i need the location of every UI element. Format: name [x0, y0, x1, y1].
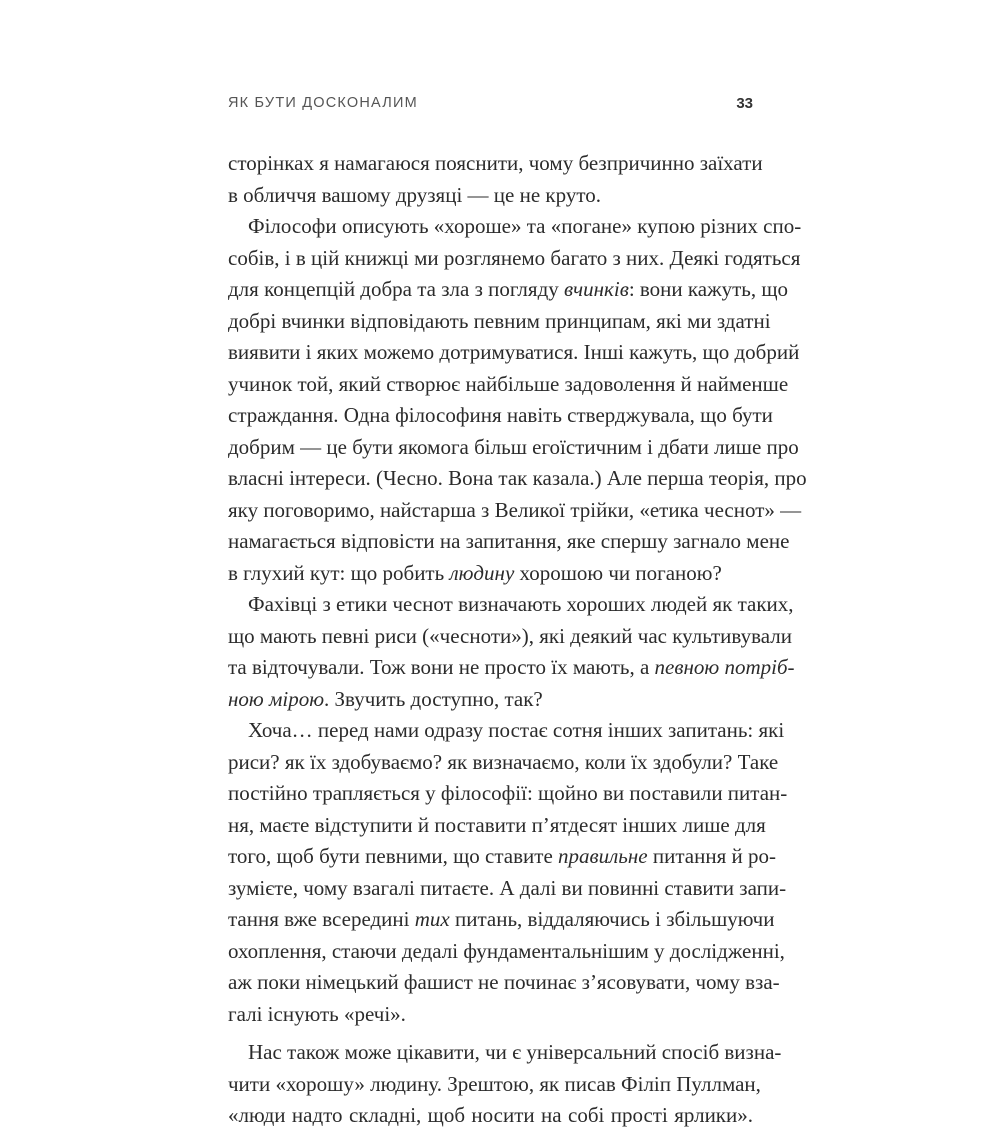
- text-line: власні інтереси. (Чесно. Вона так казала.) Але перша теорія, про: [228, 466, 807, 490]
- text-line: добрі вчинки відповідають певним принципам, які ми здатні: [228, 308, 771, 333]
- text-line: ня, маєте відступити й поставити п’ятдесят інших лише для: [228, 812, 766, 837]
- running-head-title: ЯК БУТИ ДОСКОНАЛИМ: [228, 95, 418, 111]
- text-line: [228, 652, 795, 684]
- text-line: [228, 684, 753, 716]
- text-run: питання й ро-: [647, 844, 776, 868]
- text-line: охоплення, стаючи дедалі фундаментальнішим у дослідженні,: [228, 938, 785, 963]
- text-line: учинок той, який створює найбільше задоволення й найменше: [228, 371, 789, 396]
- text-line: [228, 274, 789, 306]
- italic-emphasis: певною потріб-: [654, 655, 795, 679]
- italic-emphasis: ною мірою: [228, 686, 325, 711]
- text-line: намагається відповісти на запитання, яке спершу загнало мене: [228, 529, 790, 553]
- text-line: «люди надто складні, щоб носити на собі прості ярлики».: [228, 1103, 753, 1127]
- paragraph-1: [228, 148, 763, 211]
- text-line: Хоча… перед нами одразу постає сотня інших запитань: які: [248, 718, 785, 742]
- text-run: : вони кажуть, що: [628, 277, 789, 301]
- paragraph-2: [228, 211, 807, 589]
- body-text: [228, 148, 807, 1132]
- paragraph-gap: [228, 1030, 753, 1037]
- text-line: аж поки німецький фашист не починає з’ясовувати, чому взa-: [228, 970, 780, 994]
- text-run: . Звучить доступно, так?: [324, 686, 543, 711]
- paragraph-5: [228, 1037, 782, 1132]
- text-line: страждання. Одна філософиня навіть стверджувала, що бути: [228, 403, 773, 427]
- page-number: 33: [736, 95, 753, 112]
- text-line: [228, 841, 776, 873]
- paragraph-3: [228, 589, 795, 715]
- italic-emphasis: тих: [414, 907, 450, 931]
- text-line: сторінках я намагаюся пояснити, чому безпричинно заїхати: [228, 151, 763, 175]
- italic-emphasis: людину: [449, 560, 515, 585]
- text-line: [228, 558, 753, 590]
- text-line: зумієте, чому взагалі питаєте. А далі ви повинні ставити запи-: [228, 875, 787, 900]
- text-run: хорошою чи поганою?: [514, 560, 722, 585]
- text-line: що мають певні риси («чесноти»), які деякий час культивували: [228, 623, 792, 648]
- text-line: Філософи описують «хороше» та «погане» купою різних спо-: [248, 214, 802, 238]
- paragraph-4: [228, 715, 788, 1030]
- text-line: собів, і в цій книжці ми розглянемо багато з них. Деякі годяться: [228, 245, 801, 270]
- text-run: для концепцій добра та зла з погляду: [228, 277, 564, 301]
- text-line: галі існують «речі».: [228, 1001, 406, 1026]
- text-line: Нас також може цікавити, чи є універсальний спосіб визна-: [248, 1040, 782, 1064]
- text-line: добрим — це бути якомога більш егоїстичним і дбати лише про: [228, 434, 799, 459]
- text-line: яку поговоримо, найстарша з Великої трійки, «етика чеснот» —: [228, 497, 802, 522]
- italic-emphasis: правильне: [558, 844, 648, 868]
- text-line: риси? як їх здобуваємо? як визначаємо, коли їх здобули? Таке: [228, 749, 779, 774]
- text-run: в глухий кут: що робить: [228, 560, 450, 585]
- text-line: чити «хорошу» людину. Зрештою, як писав Філіп Пуллман,: [228, 1071, 761, 1096]
- text-run: питань, віддаляючись і збільшуючи: [449, 907, 775, 931]
- text-run: та відточували. Тож вони не просто їх мають, а: [228, 655, 655, 679]
- text-line: Фахівці з етики чеснот визначають хороших людей як таких,: [248, 592, 794, 616]
- text-line: в обличчя вашому друзяці — це не круто.: [228, 182, 601, 207]
- running-head: [228, 95, 768, 119]
- text-line: постійно трапляється у філософії: щойно ви поставили питан-: [228, 781, 788, 805]
- text-run: тання вже всередині: [228, 907, 415, 931]
- italic-emphasis: вчинків: [564, 277, 629, 301]
- text-line: [228, 904, 775, 936]
- text-line: виявити і яких можемо дотримуватися. Інші кажуть, що добрий: [228, 340, 800, 364]
- text-run: того, щоб бути певними, що ставите: [228, 844, 559, 868]
